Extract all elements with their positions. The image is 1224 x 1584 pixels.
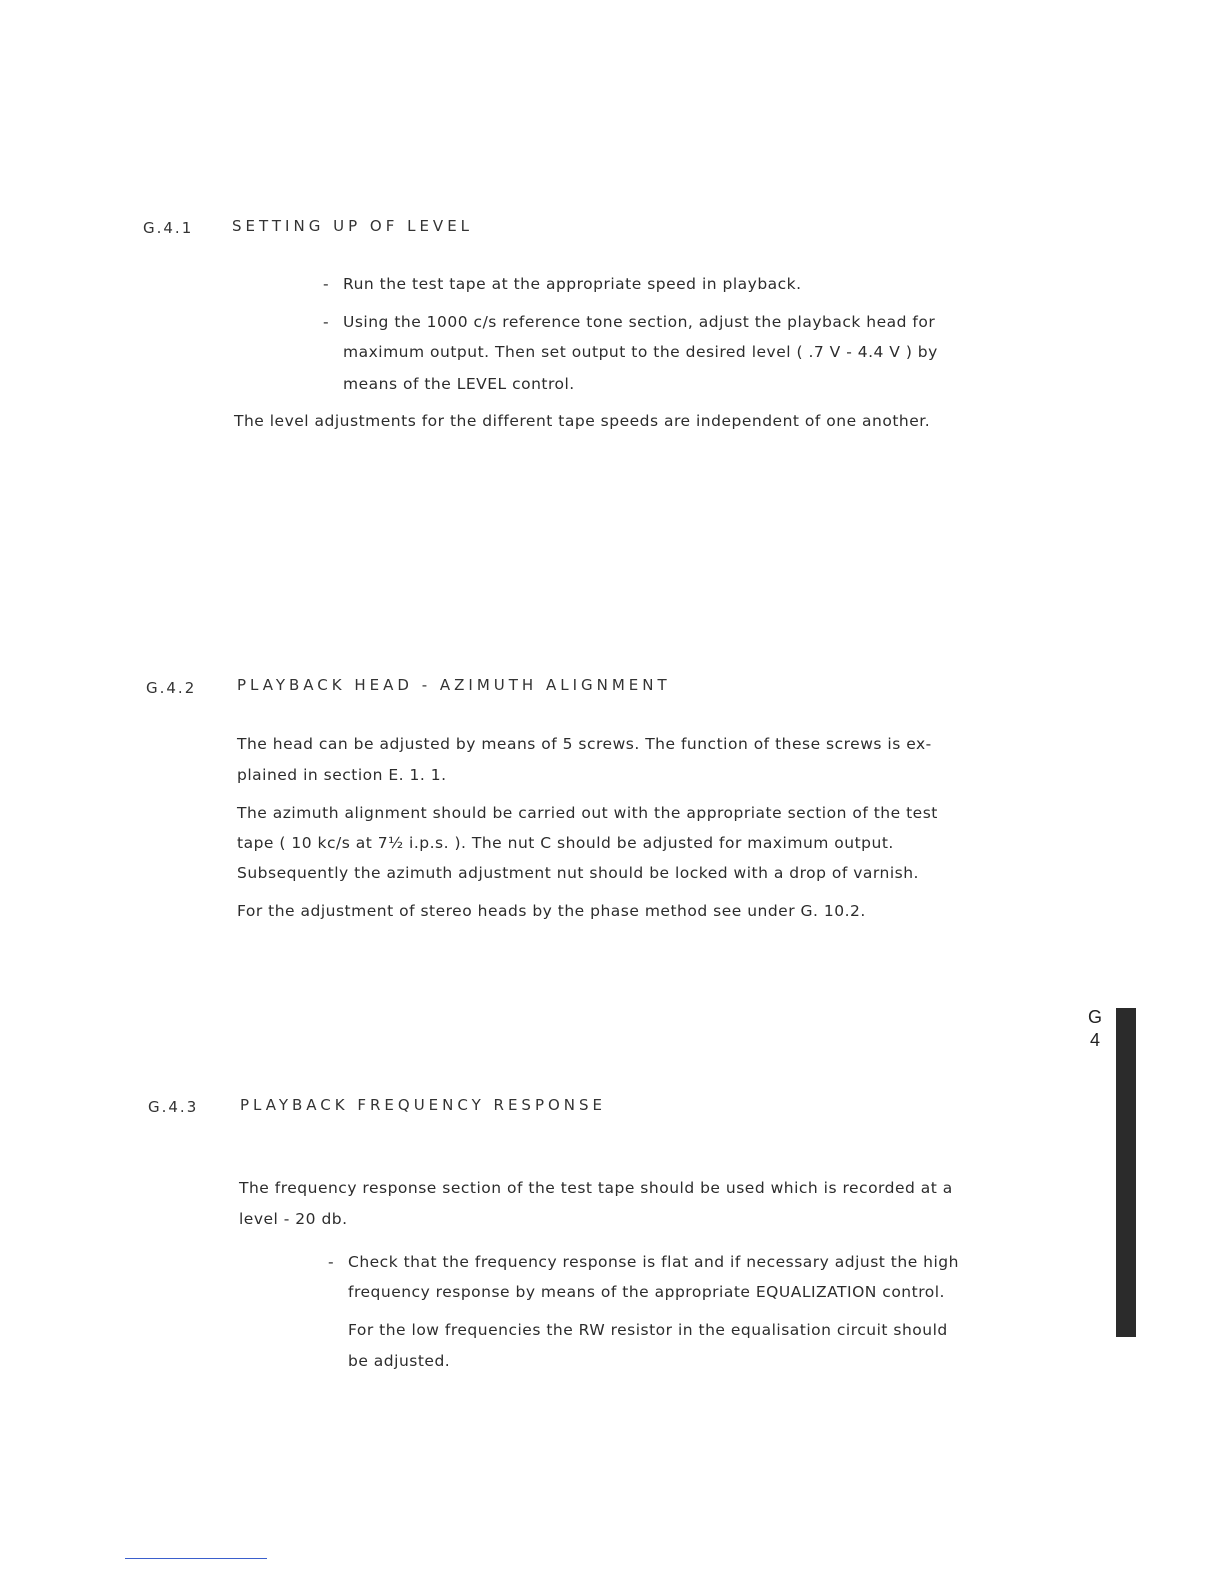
text-line: For the low frequencies the RW resistor in the equalisation circuit should — [348, 1321, 948, 1339]
text-line: Subsequently the azimuth adjustment nut should be locked with a drop of varnish. — [237, 864, 919, 882]
text-line: Using the 1000 c/s reference tone section, adjust the playback head for — [343, 313, 936, 331]
text-line: For the adjustment of stereo heads by the phase method see under G. 10.2. — [237, 902, 866, 920]
text-line: tape ( 10 kc/s at 7½ i.p.s. ). The nut C should be adjusted for maximum output. — [237, 834, 894, 852]
section-title: SETTING UP OF LEVEL — [232, 217, 474, 235]
section-number: G.4.2 — [146, 679, 197, 697]
text-line: The level adjustments for the different tape speeds are independent of one another. — [234, 412, 931, 430]
tab-number: 4 — [1090, 1030, 1101, 1050]
dash-bullet: - — [328, 1253, 335, 1271]
text-line: plained in section E. 1. 1. — [237, 766, 447, 784]
text-line: The head can be adjusted by means of 5 screws. The function of these screws is ex- — [237, 735, 932, 753]
section-number: G.4.1 — [143, 219, 194, 237]
section-title: PLAYBACK FREQUENCY RESPONSE — [240, 1096, 607, 1114]
text-line: level - 20 db. — [239, 1210, 348, 1228]
tab-letter: G — [1088, 1007, 1103, 1027]
text-line: be adjusted. — [348, 1352, 451, 1370]
text-line: maximum output. Then set output to the desired level ( .7 V - 4.4 V ) by — [343, 343, 938, 361]
footer-rule — [125, 1558, 267, 1559]
thumb-index-bar — [1116, 1008, 1136, 1337]
text-line: means of the LEVEL control. — [343, 375, 575, 393]
dash-bullet: - — [323, 313, 330, 331]
text-line: frequency response by means of the appropriate EQUALIZATION control. — [348, 1283, 945, 1301]
dash-bullet: - — [323, 275, 330, 293]
text-line: Check that the frequency response is flat and if necessary adjust the high — [348, 1253, 959, 1271]
text-line: Run the test tape at the appropriate speed in playback. — [343, 275, 802, 293]
text-line: The frequency response section of the test tape should be used which is recorded at a — [239, 1179, 953, 1197]
text-line: The azimuth alignment should be carried out with the appropriate section of the test — [237, 804, 938, 822]
section-title: PLAYBACK HEAD - AZIMUTH ALIGNMENT — [237, 676, 671, 694]
section-number: G.4.3 — [148, 1098, 199, 1116]
